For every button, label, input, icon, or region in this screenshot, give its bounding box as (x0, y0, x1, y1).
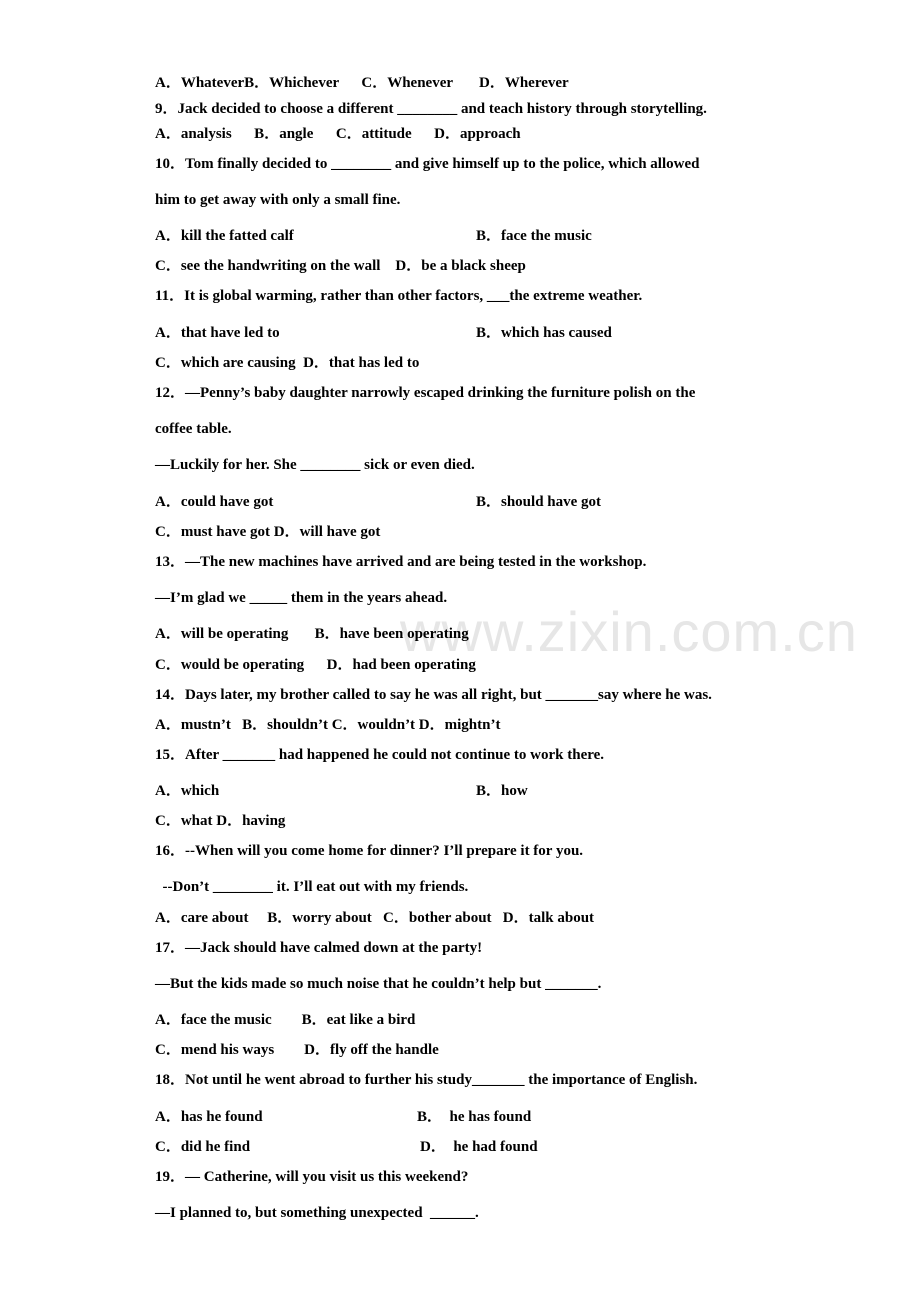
q19-stem-line2: —I planned to, but something unexpected ______. (155, 1205, 479, 1221)
q16-options: A．care about B．worry about C．bother about D．talk about (155, 910, 595, 926)
q12-stem-line3: —Luckily for her. She ________ sick or even died. (155, 457, 475, 473)
q12-stem-line1: 12．—Penny’s baby daughter narrowly escaped drinking the furniture polish on the (155, 385, 696, 401)
q9-options: A．analysis B．angle C．attitude D．approach (155, 126, 521, 142)
q13-stem-line1: 13．—The new machines have arrived and are being tested in the workshop. (155, 554, 647, 570)
q12-option-b: B．should have got (476, 494, 602, 510)
q17-options-ab: A．face the music B．eat like a bird (155, 1012, 416, 1028)
q10-stem-line1: 10．Tom finally decided to ________ and give himself up to the police, which allowed (155, 156, 700, 172)
q11-stem: 11．It is global warming, rather than other factors, ___the extreme weather. (155, 288, 643, 304)
q11-option-a: A．that have led to (155, 325, 280, 341)
q14-options: A．mustn’t B．shouldn’t C．wouldn’t D．mightn’t (155, 717, 501, 733)
q15-options-cd: C．what D．having (155, 813, 286, 829)
q14-stem: 14．Days later, my brother called to say he was all right, but _______say where he was. (155, 687, 712, 703)
q16-stem-line1: 16．--When will you come home for dinner? I’ll prepare it for you. (155, 843, 584, 859)
q18-stem: 18．Not until he went abroad to further his study_______ the importance of English. (155, 1072, 698, 1088)
q10-option-b: B．face the music (476, 228, 592, 244)
q13-options-ab: A．will be operating B．have been operating (155, 626, 469, 642)
q11-option-b: B．which has caused (476, 325, 612, 341)
q10-options-cd: C．see the handwriting on the wall D．be a black sheep (155, 258, 526, 274)
q18-option-a: A．has he found (155, 1109, 263, 1125)
q10-option-a: A．kill the fatted calf (155, 228, 294, 244)
q15-stem: 15．After _______ had happened he could not continue to work there. (155, 747, 605, 763)
watermark: www.zixin.com.cn (400, 600, 858, 663)
q19-stem-line1: 19．— Catherine, will you visit us this weekend? (155, 1169, 469, 1185)
q12-option-a: A．could have got (155, 494, 274, 510)
q15-option-b: B．how (476, 783, 528, 799)
q8-options: A．WhateverB．Whichever C．Whenever D．Wherever (155, 75, 569, 91)
q16-stem-line2: --Don’t ________ it. I’ll eat out with my friends. (155, 879, 469, 895)
q18-option-d: D． he had found (420, 1139, 538, 1155)
q11-options-cd: C．which are causing D．that has led to (155, 355, 420, 371)
q18-option-b: B． he has found (417, 1109, 532, 1125)
q15-option-a: A．which (155, 783, 220, 799)
q10-stem-line2: him to get away with only a small fine. (155, 192, 401, 208)
q12-stem-line2: coffee table. (155, 421, 232, 437)
q17-options-cd: C．mend his ways D．fly off the handle (155, 1042, 439, 1058)
q9-stem: 9．Jack decided to choose a different ________ and teach history through storytelling. (155, 101, 707, 117)
q18-option-c: C．did he find (155, 1139, 251, 1155)
q17-stem-line1: 17．—Jack should have calmed down at the party! (155, 940, 483, 956)
q17-stem-line2: —But the kids made so much noise that he couldn’t help but _______. (155, 976, 602, 992)
q13-options-cd: C．would be operating D．had been operating (155, 657, 476, 673)
q13-stem-line2: —I’m glad we _____ them in the years ahead. (155, 590, 448, 606)
q12-options-cd: C．must have got D．will have got (155, 524, 381, 540)
